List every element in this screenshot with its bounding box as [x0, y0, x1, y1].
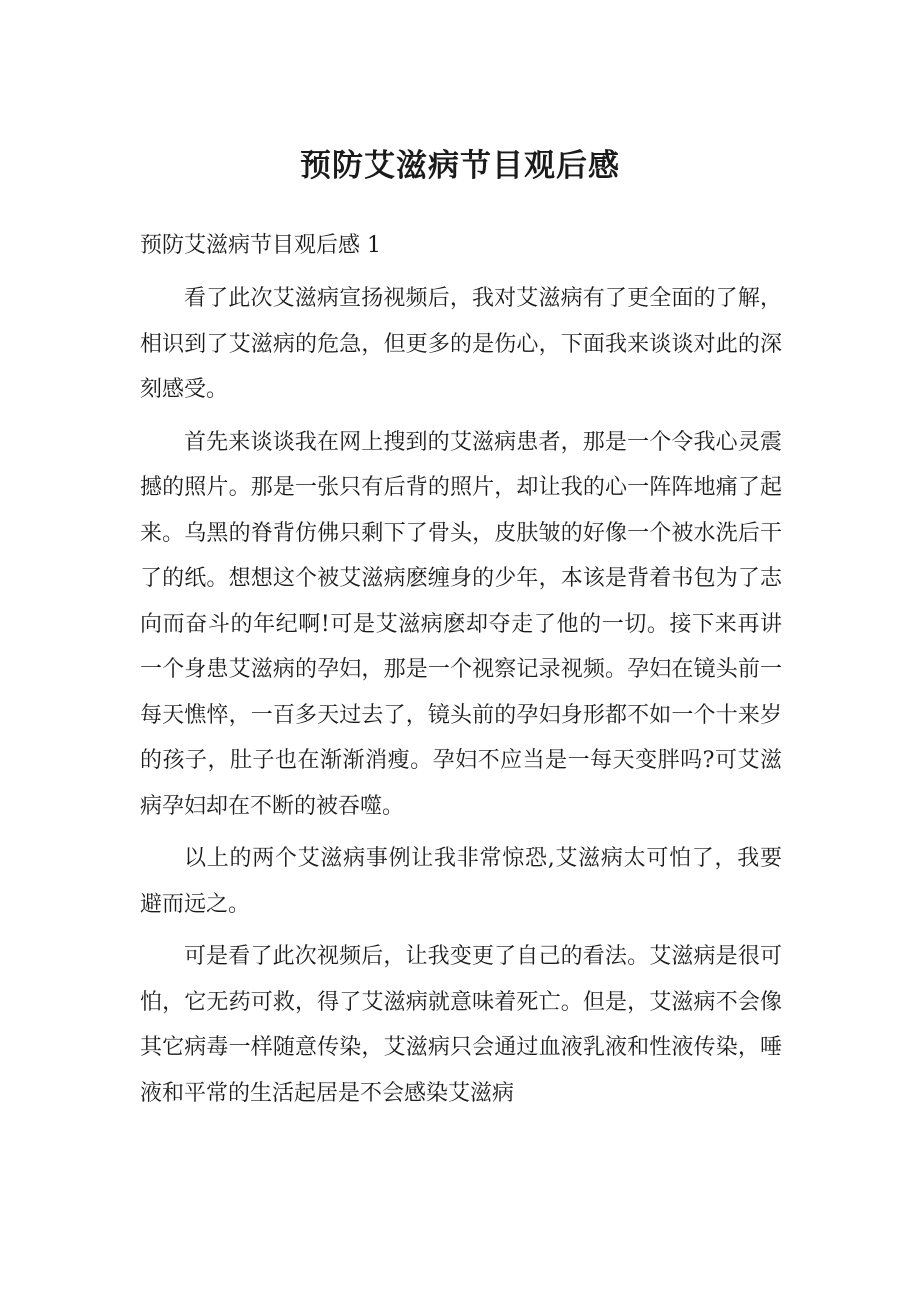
document-body [140, 276, 782, 1123]
paragraph-1: 看了此次艾滋病宣扬视频后，我对艾滋病有了更全面的了解，相识到了艾滋病的危急，但更多的是伤心，下面我来谈谈对此的深刻感受。 [140, 286, 782, 402]
section-heading: 预防艾滋病节目观后感 1 [140, 233, 381, 258]
paragraph-4: 可是看了此次视频后，让我变更了自己的看法。艾滋病是很可怕，它无药可救，得了艾滋病就意味着死亡。但是，艾滋病不会像其它病毒一样随意传染，艾滋病只会通过血液乳液和性液传染，唾液和平常的生活起居是不会感染艾滋病 [140, 944, 782, 1106]
paragraph-3: 以上的两个艾滋病事例让我非常惊恐,艾滋病太可怕了，我要避而远之。 [140, 846, 782, 917]
document-title: 预防艾滋病节目观后感 [300, 148, 620, 184]
paragraph-2: 首先来谈谈我在网上搜到的艾滋病患者，那是一个令我心灵震撼的照片。那是一张只有后背的照片，却让我的心一阵阵地痛了起来。乌黑的脊背仿佛只剩下了骨头，皮肤皱的好像一个被水洗后干了的纸。想想这个被艾滋病麽缠身的少年，本该是背着书包为了志向而奋斗的年纪啊!可是艾滋病麽却夺走了他的一切。接下来再讲一个身患艾滋病的孕妇，那是一个视察记录视频。孕妇在镜头前一每天憔悴，一百多天过去了，镜头前的孕妇身形都不如一个十来岁的孩子，肚子也在渐渐消瘦。孕妇不应当是一每天变胖吗?可艾滋病孕妇却在不断的被吞噬。 [140, 429, 782, 819]
